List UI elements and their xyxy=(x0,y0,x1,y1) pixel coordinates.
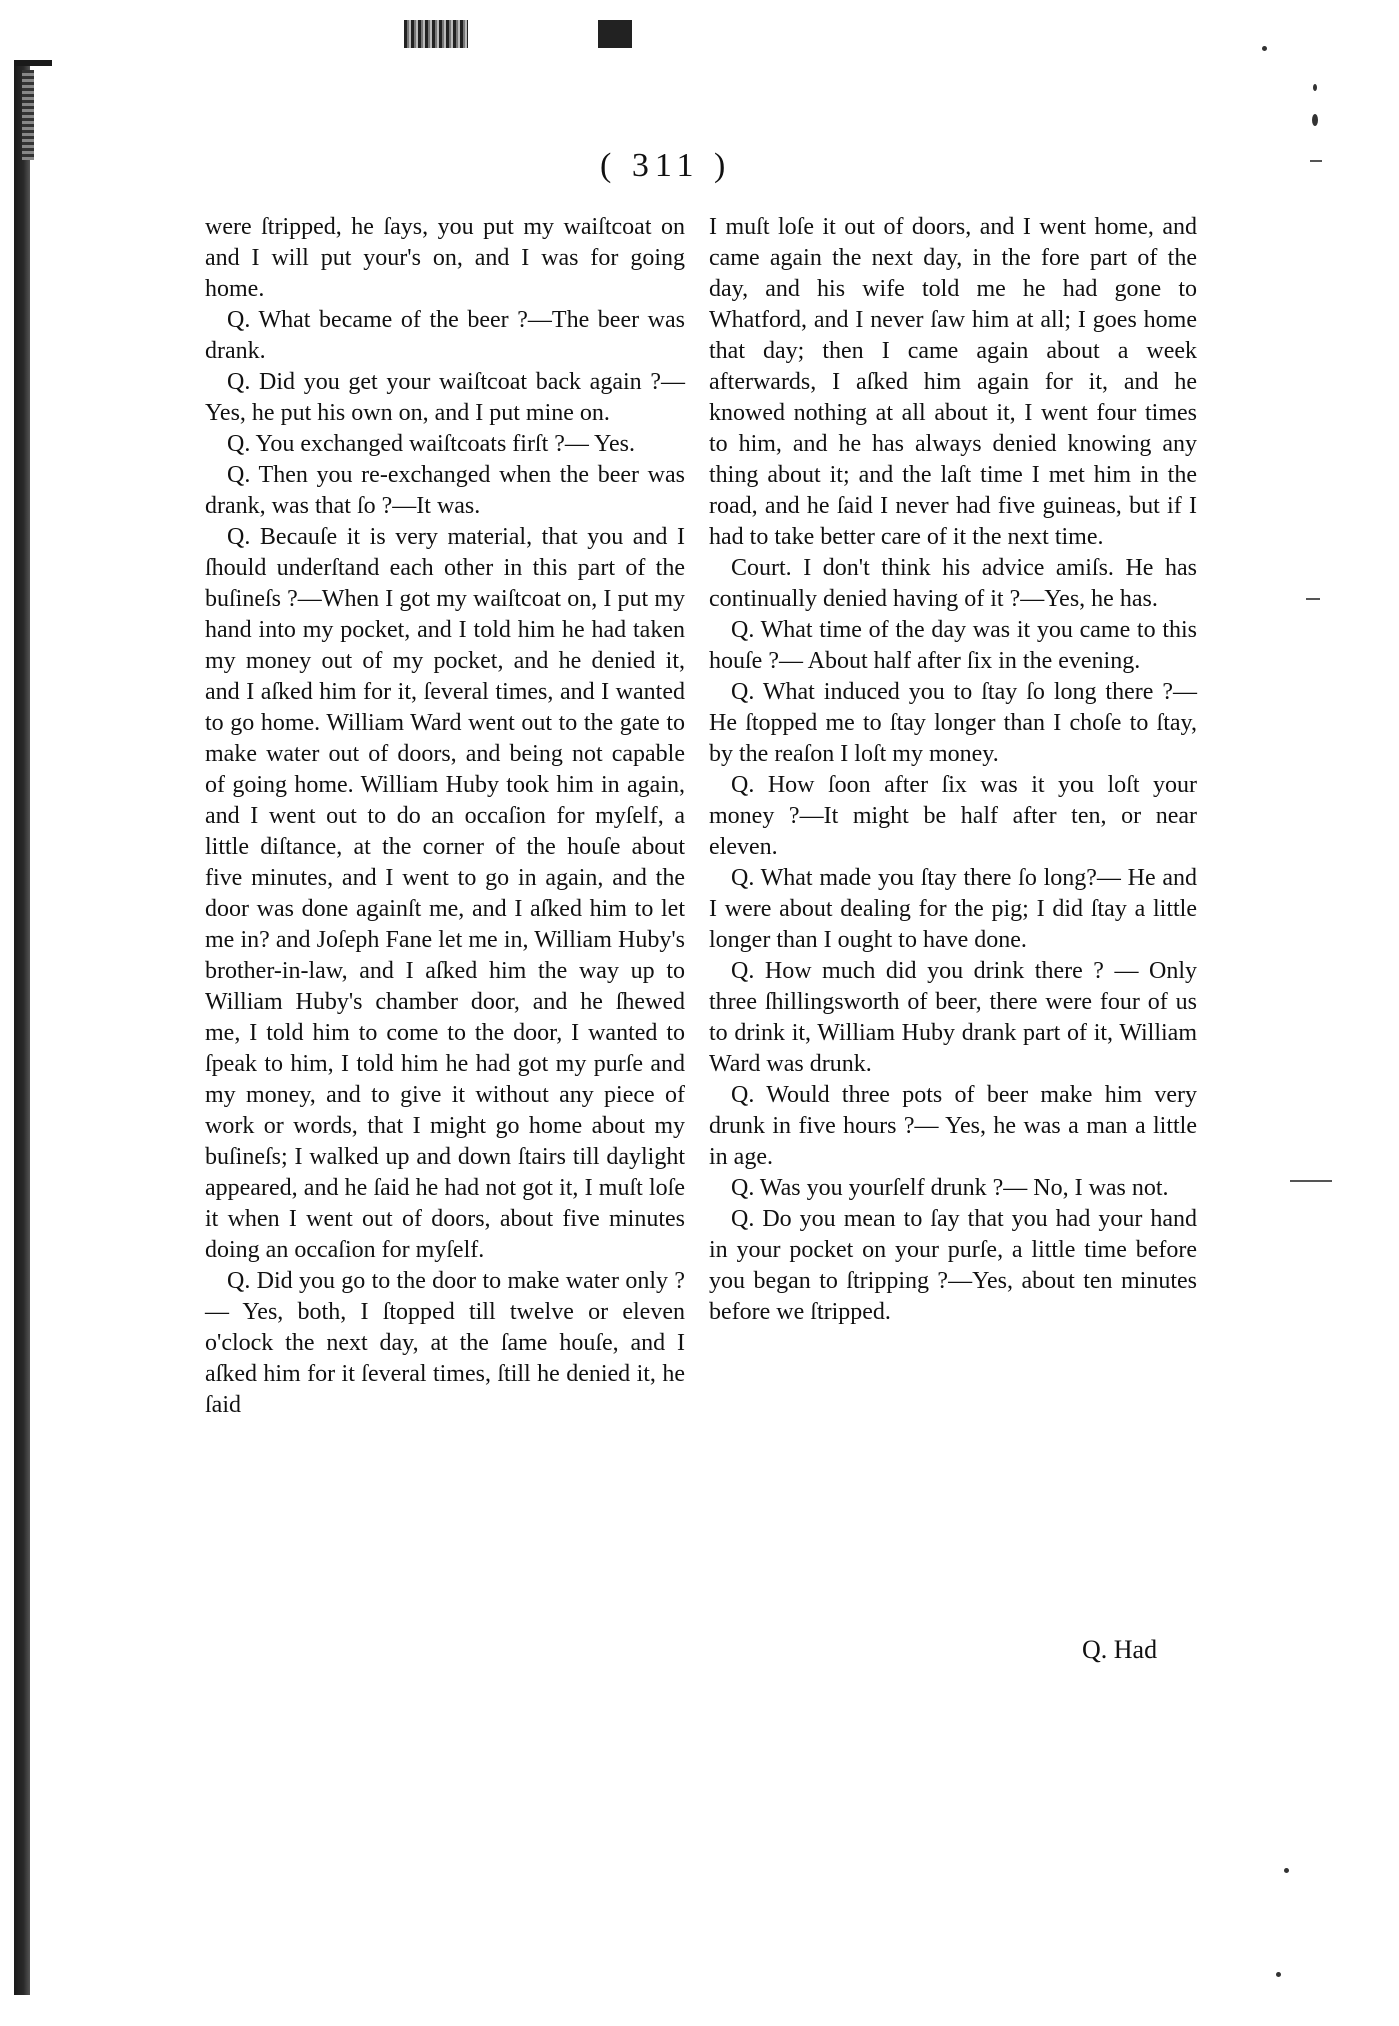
catchword: Q. Had xyxy=(1082,1635,1158,1664)
right-text-column xyxy=(709,212,1197,1328)
paragraph: Q. You exchanged waiſtcoats firſt ?— Yes. xyxy=(227,431,635,457)
paragraph: Q. Did you get your waiſtcoat back again ?— Yes, he put his own on, and I put mine on. xyxy=(205,369,685,426)
paragraph: Q. How ſoon after ſix was it you loſt your money ?—It might be half after ten, or near eleven. xyxy=(709,772,1197,860)
scan-ink-smudge xyxy=(598,20,632,48)
scan-binding-noise xyxy=(22,70,34,160)
paragraph: Q. Do you mean to ſay that you had your hand in your pocket on your purſe, a little time before you began to ſtripping ?—Yes, about ten minutes before we ſtripped. xyxy=(709,1206,1197,1325)
paragraph: Q. Then you re-exchanged when the beer was drank, was that ſo ?—It was. xyxy=(205,462,685,519)
paragraph: Q. What became of the beer ?—The beer was drank. xyxy=(205,307,685,364)
paragraph: were ſtripped, he ſays, you put my waiſtcoat on and I will put your's on, and I was for going home. xyxy=(205,214,685,302)
paragraph: Q. How much did you drink there ? — Only three ſhillingsworth of beer, there were four of us to drink it, William Huby drank part of it, William Ward was drunk. xyxy=(709,958,1197,1077)
left-text-column xyxy=(205,212,685,1421)
page-number-header: ( 311 ) xyxy=(600,147,732,184)
scan-speck xyxy=(1313,84,1317,91)
scan-binding-tick xyxy=(14,60,52,66)
paragraph: Q. Was you yourſelf drunk ?— No, I was not. xyxy=(731,1175,1169,1201)
scan-binding-edge xyxy=(14,60,30,1995)
paragraph: Q. Did you go to the door to make water only ?— Yes, both, I ſtopped till twelve or eleven o'clock the next day, at the ſame houſe, and I aſked him for it ſeveral times, ſtill he denied it, he ſaid xyxy=(205,1268,685,1418)
scan-mark xyxy=(1290,1180,1332,1182)
paragraph: Q. Becauſe it is very material, that you and I ſhould underſtand each other in this part of the buſineſs ?—When I got my waiſtcoat on, I put my hand into my pocket, and I told him he had taken my money out of my pocket, and he denied it, and I aſked him for it, ſeveral times, and I wanted to go home. William Ward went out to the gate to make water out of doors, and being not capable of going home. William Huby took him in again, and I went out to do an occaſion for myſelf, a little diſtance, at the corner of the houſe about five minutes, and I went to go in again, and the door was done againſt me, and I aſked him to let me in? and Joſeph Fane let me in, William Huby's brother-in-law, and I aſked him the way up to William Huby's chamber door, and he ſhewed me, I told him to come to the door, I wanted to ſpeak to him, I told him he had got my purſe and my money, and to give it without any piece of work or words, that I might go home about my buſineſs; I walked up and down ſtairs till daylight appeared, and he ſaid he had not got it, I muſt loſe it when I went out of doors, about five minutes doing an occaſion for myſelf. xyxy=(205,524,685,1263)
scan-speck xyxy=(1284,1868,1289,1873)
scan-ink-smudge xyxy=(404,20,468,48)
paragraph: I muſt loſe it out of doors, and I went home, and came again the next day, in the fore part of the day, and his wife told me he had gone to Whatford, and I never ſaw him at all; I goes home that day; then I came again about a week afterwards, I aſked him again for it, and he knowed nothing at all about it, I went four times to him, and he has always denied knowing any thing about it; and the laſt time I met him in the road, and he ſaid I never had five guineas, but if I had to take better care of it the next time. xyxy=(709,214,1197,550)
scan-speck xyxy=(1312,114,1318,126)
paragraph: Court. I don't think his advice amiſs. He has continually denied having of it ?—Yes, he has. xyxy=(709,555,1197,612)
scan-speck xyxy=(1276,1972,1281,1977)
paragraph: Q. What made you ſtay there ſo long?— He and I were about dealing for the pig; I did ſtay a little longer than I ought to have done. xyxy=(709,865,1197,953)
paragraph: Q. Would three pots of beer make him very drunk in five hours ?— Yes, he was a man a little in age. xyxy=(709,1082,1197,1170)
paragraph: Q. What time of the day was it you came to this houſe ?— About half after ſix in the evening. xyxy=(709,617,1197,674)
scan-mark xyxy=(1306,598,1320,600)
scan-mark xyxy=(1310,160,1322,162)
paragraph: Q. What induced you to ſtay ſo long there ?— He ſtopped me to ſtay longer than I choſe to ſtay, by the reaſon I loſt my money. xyxy=(709,679,1197,767)
scan-speck xyxy=(1262,46,1267,51)
